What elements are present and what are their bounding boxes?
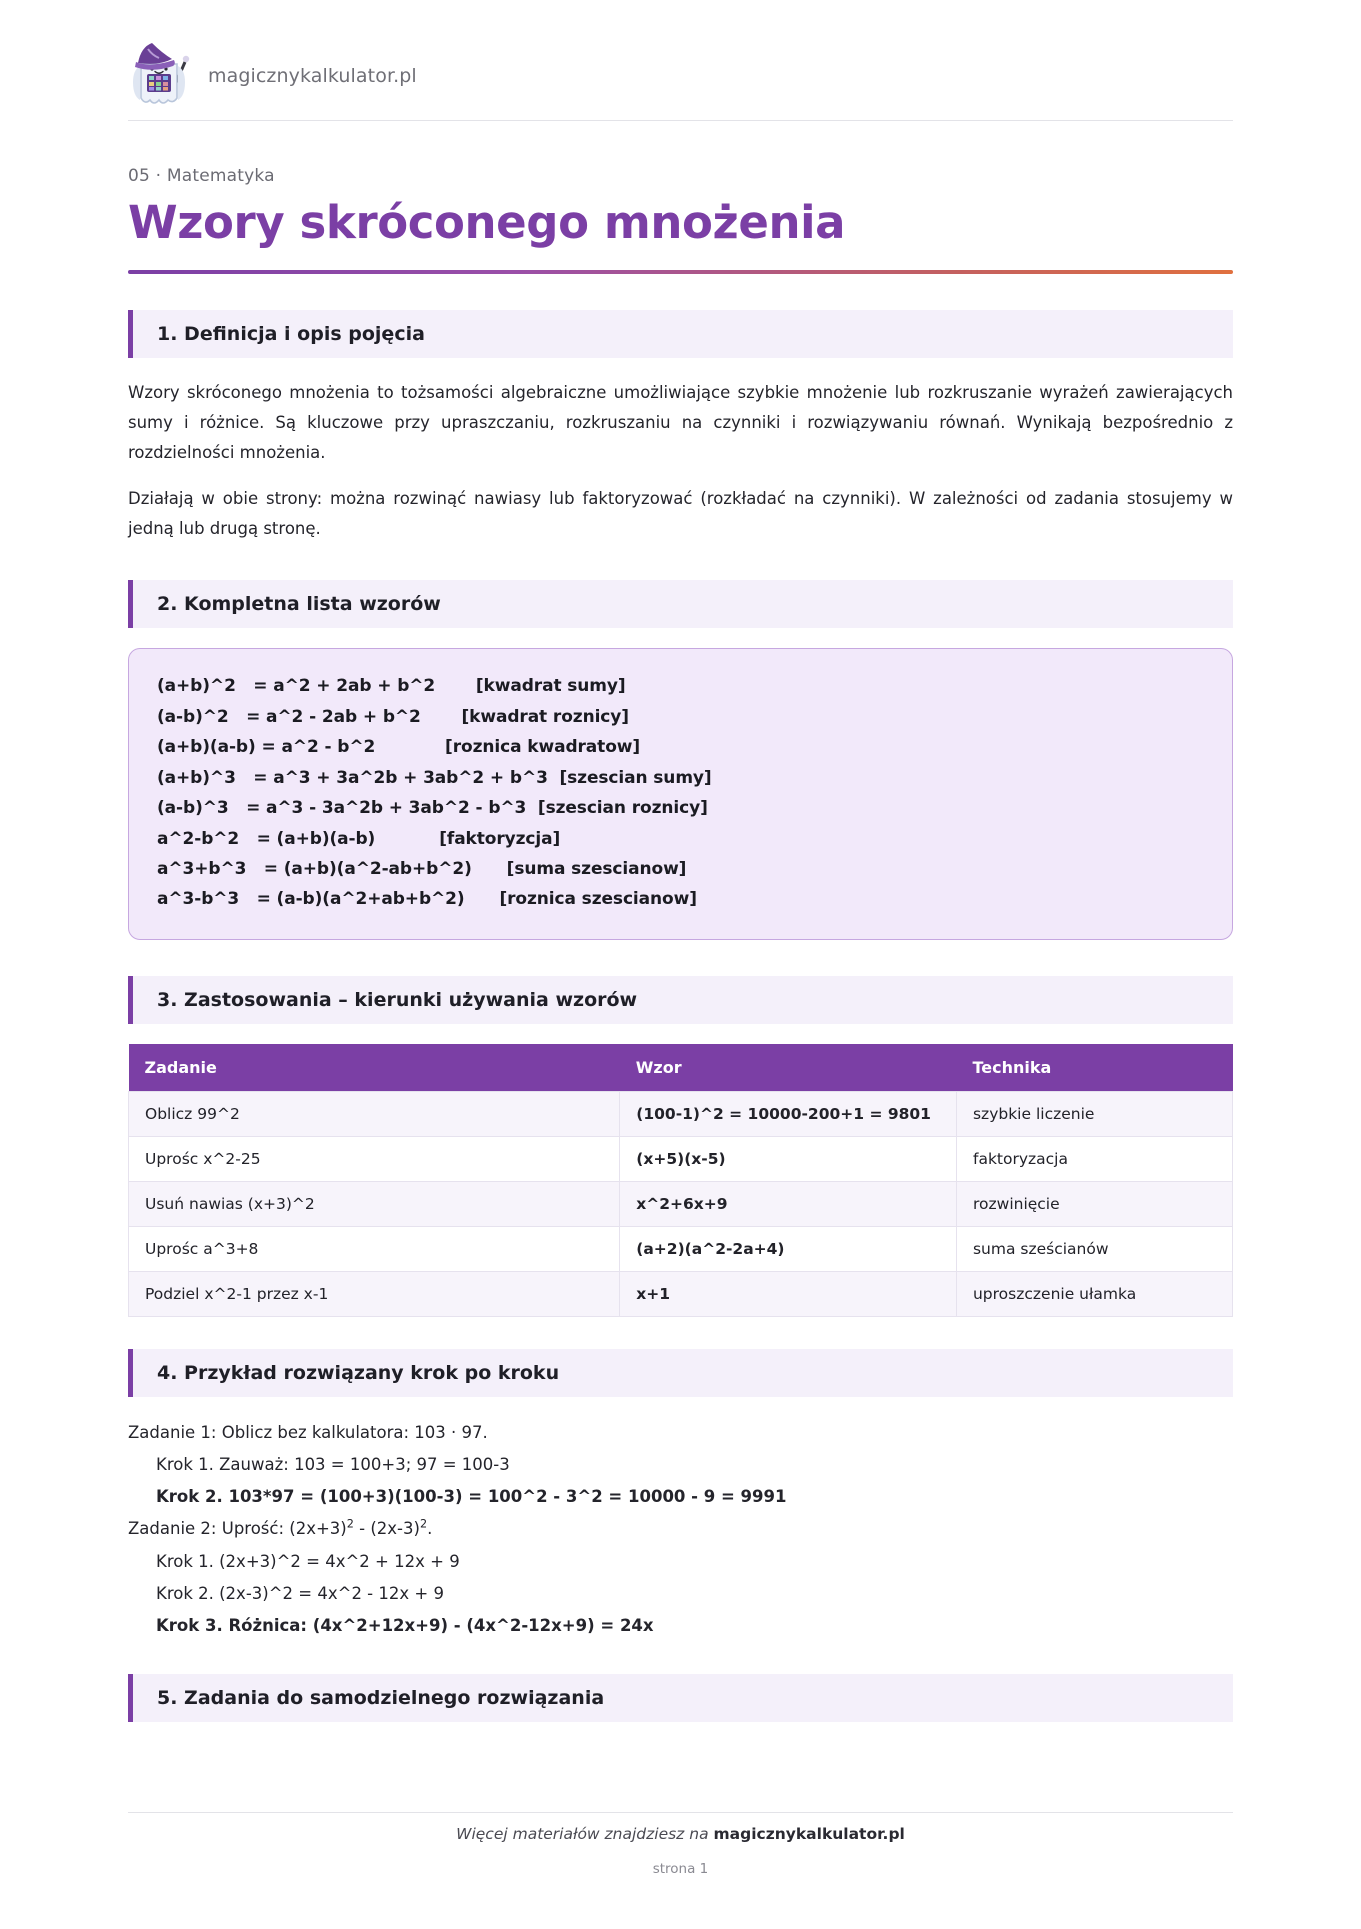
section-1-paragraph-2: Działają w obie strony: można rozwinąć nawiasy lub faktoryzować (rozkładać na czynniki). W zależności od zadania stosujemy w jedną lub drugą stronę. <box>128 489 1233 539</box>
applications-table <box>128 1044 1233 1317</box>
task-2-step-2: Krok 2. (2x-3)^2 = 4x^2 - 12x + 9 <box>156 1583 444 1603</box>
cell-technique: uproszczenie ułamka <box>956 1271 1232 1316</box>
footer-divider <box>128 1812 1233 1813</box>
section-heading-3: 3. Zastosowania – kierunki używania wzorów <box>128 976 1233 1024</box>
site-header <box>0 0 1361 118</box>
table-row <box>129 1091 1233 1136</box>
section-1-paragraph-1: Wzory skróconego mnożenia to tożsamości algebraiczne umożliwiające szybkie mnożenie lub rozkruszanie wyrażeń zawierających sumy i różnice. Są kluczowe przy upraszczaniu, rozkruszaniu na czynniki i rozwiązywaniu równań. Wynikają bezpośrednio z rozdzielności mnożenia. <box>128 383 1233 463</box>
task-1-intro: Zadanie 1: Oblicz bez kalkulatora: 103 · 97. <box>128 1422 488 1442</box>
formula-line: (a-b)^3 = a^3 - 3a^2b + 3ab^2 - b^3 [szescian roznicy] <box>157 798 708 819</box>
footer-note <box>0 1825 1361 1843</box>
cell-task: Uprośc a^3+8 <box>129 1226 620 1271</box>
page-number: strona 1 <box>652 1861 709 1877</box>
section-heading-2: 2. Kompletna lista wzorów <box>128 580 1233 628</box>
table-row <box>129 1181 1233 1226</box>
task-2-step-1: Krok 1. (2x+3)^2 = 4x^2 + 12x + 9 <box>156 1551 460 1571</box>
table-row <box>129 1271 1233 1316</box>
wizard-calculator-mascot-icon <box>128 40 190 112</box>
formula-line: a^3-b^3 = (a-b)(a^2+ab+b^2) [roznica szescianow] <box>157 889 697 910</box>
task-2-exponent-1: 2 <box>346 1517 354 1531</box>
document-content <box>0 310 1361 1722</box>
task-2-exponent-2: 2 <box>419 1517 428 1531</box>
cell-formula: x+1 <box>620 1271 957 1316</box>
table-row <box>129 1226 1233 1271</box>
column-header-formula: Wzor <box>620 1044 957 1092</box>
formula-line: a^2-b^2 = (a+b)(a-b) [faktoryzcja] <box>157 828 561 849</box>
section-heading-5: 5. Zadania do samodzielnego rozwiązania <box>128 1674 1233 1722</box>
table-row <box>129 1136 1233 1181</box>
cell-formula: (a+2)(a^2-2a+4) <box>620 1226 957 1271</box>
task-1-step-1: Krok 1. Zauważ: 103 = 100+3; 97 = 100-3 <box>156 1455 510 1475</box>
cell-technique: rozwinięcie <box>956 1181 1232 1226</box>
title-gradient-rule <box>128 270 1233 274</box>
task-2-step-3: Krok 3. Różnica: (4x^2+12x+9) - (4x^2-12x+9) = 24x <box>156 1615 654 1635</box>
task-2-intro-c: . <box>427 1519 433 1539</box>
header-divider <box>128 120 1233 121</box>
column-header-technique: Technika <box>956 1044 1232 1092</box>
table-header-row <box>129 1044 1233 1092</box>
cell-technique: szybkie liczenie <box>956 1091 1232 1136</box>
formula-list-box <box>128 648 1233 939</box>
footer-brand: magicznykalkulator.pl <box>713 1825 905 1843</box>
title-block <box>0 118 1361 274</box>
task-2-intro-a: Zadanie 2: Uprość: (2x+3) <box>128 1519 347 1539</box>
brand-name: magicznykalkulator.pl <box>208 65 417 87</box>
formula-line: (a+b)(a-b) = a^2 - b^2 [roznica kwadratow] <box>157 737 641 758</box>
section-heading-4: 4. Przykład rozwiązany krok po kroku <box>128 1349 1233 1397</box>
cell-formula: (100-1)^2 = 10000-200+1 = 9801 <box>620 1091 957 1136</box>
cell-technique: suma sześcianów <box>956 1226 1232 1271</box>
section-heading-1: 1. Definicja i opis pojęcia <box>128 310 1233 358</box>
formula-line: a^3+b^3 = (a+b)(a^2-ab+b^2) [suma szescianow] <box>157 859 687 879</box>
formula-line: (a+b)^3 = a^3 + 3a^2b + 3ab^2 + b^3 [szescian sumy] <box>157 767 712 788</box>
cell-task: Oblicz 99^2 <box>129 1091 620 1136</box>
cell-formula: (x+5)(x-5) <box>620 1136 957 1181</box>
page-footer <box>0 1825 1361 1877</box>
cell-task: Uprośc x^2-25 <box>129 1136 620 1181</box>
formula-line: (a+b)^2 = a^2 + 2ab + b^2 [kwadrat sumy] <box>157 676 626 697</box>
task-2-intro <box>128 1513 1233 1545</box>
column-header-task: Zadanie <box>129 1044 620 1092</box>
cell-formula: x^2+6x+9 <box>620 1181 957 1226</box>
document-eyebrow: 05 · Matematyka <box>128 166 275 186</box>
page-title: Wzory skróconego mnożenia <box>128 196 846 249</box>
formula-line: (a-b)^2 = a^2 - 2ab + b^2 [kwadrat roznicy] <box>157 706 629 727</box>
footer-note-text: Więcej materiałów znajdziesz na <box>456 1825 714 1843</box>
cell-task: Usuń nawias (x+3)^2 <box>129 1181 620 1226</box>
cell-technique: faktoryzacja <box>956 1136 1232 1181</box>
task-1-step-2: Krok 2. 103*97 = (100+3)(100-3) = 100^2 - 3^2 = 10000 - 9 = 9991 <box>156 1487 787 1507</box>
cell-task: Podziel x^2-1 przez x-1 <box>129 1271 620 1316</box>
task-2-intro-b: - (2x-3) <box>353 1519 420 1539</box>
